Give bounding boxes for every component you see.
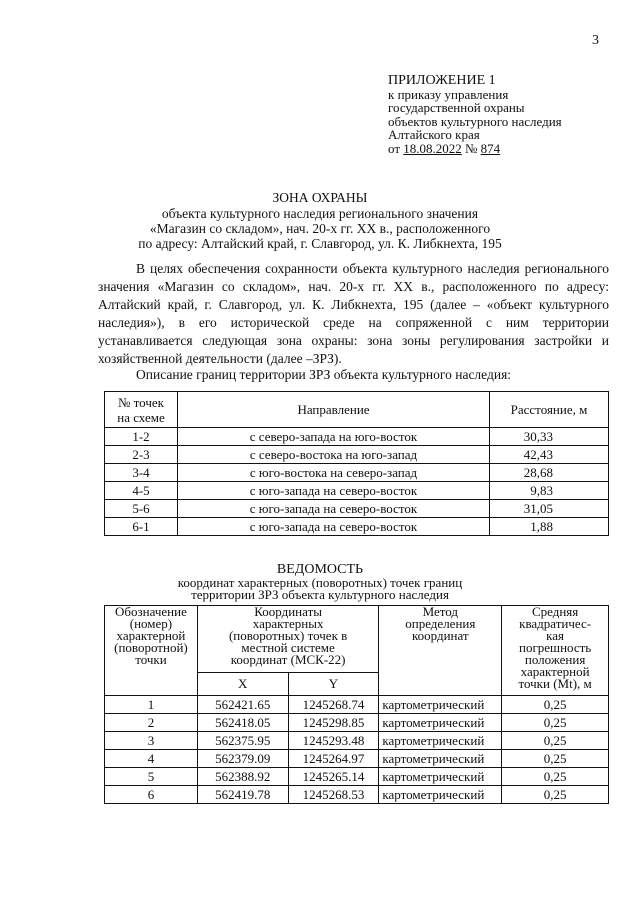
header-coordinates (197, 606, 379, 673)
point-number-cell: 2 (105, 714, 198, 732)
header-y: Y (288, 673, 379, 696)
statement-subtitle-line: координат характерных (поворотных) точек границ (177, 575, 463, 590)
distance-cell: 9,83 (490, 482, 609, 500)
points-cell: 5-6 (105, 500, 178, 518)
table-row (105, 696, 609, 714)
table-row (105, 482, 609, 500)
y-cell: 1245293.48 (288, 732, 379, 750)
header-line: Средняя (531, 604, 579, 619)
header-designation (105, 606, 198, 696)
number-sign: № (465, 140, 478, 156)
x-cell: 562421.65 (197, 696, 288, 714)
coordinates-table (104, 605, 609, 804)
header-line: характерной (116, 628, 186, 643)
header-line: координат (411, 628, 469, 643)
distance-cell: 28,68 (490, 464, 609, 482)
method-cell: картометрический (379, 768, 502, 786)
method-cell: картометрический (379, 750, 502, 768)
zone-title: ЗОНА ОХРАНЫ (272, 190, 368, 205)
header-line: координат (МСК-22) (230, 652, 346, 667)
header-line: местной системе (241, 640, 335, 655)
points-cell: 6-1 (105, 518, 178, 536)
header-line: точки (Mt), м (518, 676, 592, 691)
order-date: 18.08.2022 (403, 140, 462, 156)
table-row (105, 446, 609, 464)
mt-cell: 0,25 (502, 750, 609, 768)
table-row (105, 714, 609, 732)
y-cell: 1245268.53 (288, 786, 379, 804)
statement-subtitle (0, 577, 640, 601)
appendix-title: ПРИЛОЖЕНИЕ 1 (388, 73, 496, 88)
header-direction: Направление (178, 392, 490, 428)
point-number-cell: 5 (105, 768, 198, 786)
x-cell: 562418.05 (197, 714, 288, 732)
appendix-block (388, 74, 562, 155)
distance-cell: 31,05 (490, 500, 609, 518)
header-error (502, 606, 609, 696)
direction-cell: с северо-запада на юго-восток (178, 428, 490, 446)
direction-cell: с юго-запада на северо-восток (178, 518, 490, 536)
x-cell: 562388.92 (197, 768, 288, 786)
y-cell: 1245265.14 (288, 768, 379, 786)
appendix-line: Алтайского края (388, 127, 480, 142)
mt-cell: 0,25 (502, 768, 609, 786)
statement-subtitle-line: территории ЗРЗ объекта культурного наследия (191, 587, 449, 602)
direction-cell: с юго-запада на северо-восток (178, 500, 490, 518)
method-cell: картометрический (379, 732, 502, 750)
points-cell: 1-2 (105, 428, 178, 446)
points-cell: 2-3 (105, 446, 178, 464)
table-row (105, 428, 609, 446)
header-line: Обозначение (115, 604, 187, 619)
header-line: характерной (520, 664, 590, 679)
appendix-date-line (388, 142, 562, 156)
order-number: 874 (480, 140, 501, 156)
page-number: 3 (592, 33, 599, 48)
mt-cell: 0,25 (502, 714, 609, 732)
header-line: определения (405, 616, 476, 631)
header-points-line: № точек (118, 394, 164, 410)
y-cell: 1245268.74 (288, 696, 379, 714)
appendix-line: объектов культурного наследия (388, 113, 562, 129)
zone-subtitle-line: объекта культурного наследия регионального значения (161, 206, 479, 221)
header-line: Метод (422, 604, 459, 619)
header-line: погрешность (519, 640, 592, 655)
mt-cell: 0,25 (502, 786, 609, 804)
point-number-cell: 6 (105, 786, 198, 804)
direction-cell: с северо-востока на юго-запад (178, 446, 490, 464)
y-cell: 1245264.97 (288, 750, 379, 768)
header-line: точки (135, 652, 167, 667)
header-method (379, 606, 502, 696)
borders-table (104, 391, 609, 536)
x-cell: 562379.09 (197, 750, 288, 768)
mt-cell: 0,25 (502, 696, 609, 714)
header-points-line: на схеме (117, 409, 165, 425)
table-row (105, 500, 609, 518)
point-number-cell: 4 (105, 750, 198, 768)
distance-cell: 30,33 (490, 428, 609, 446)
points-cell: 3-4 (105, 464, 178, 482)
point-number-cell: 1 (105, 696, 198, 714)
header-x: X (197, 673, 288, 696)
header-line: (номер) (129, 616, 173, 631)
header-line: положения (524, 652, 586, 667)
method-cell: картометрический (379, 714, 502, 732)
header-distance: Расстояние, м (490, 392, 609, 428)
table-row (105, 768, 609, 786)
point-number-cell: 3 (105, 732, 198, 750)
body-paragraph: В целях обеспечения сохранности объекта культурного наследия регионального значения «Магазин со складом», нач. 20-х гг. XX в., расположенного по адресу: Алтайский край, г. Славгород, ул. К. Либкнехта, 195 (далее – «объект культурного наследия»), в его исторической среде на сопряженной с ним территории устанавливается следующая зона охраны: зона зоны регулирования застройки и хозяйственной деятельности (далее –ЗРЗ). (98, 261, 609, 366)
table-row (105, 786, 609, 804)
borders-caption: Описание границ территории ЗРЗ объекта культурного наследия: (136, 367, 512, 382)
distance-cell: 1,88 (490, 518, 609, 536)
direction-cell: с юго-востока на северо-запад (178, 464, 490, 482)
header-line: (поворотной) (114, 640, 188, 655)
header-points (105, 392, 178, 428)
distance-cell: 42,43 (490, 446, 609, 464)
header-line: квадратичес- (519, 616, 592, 631)
method-cell: картометрический (379, 786, 502, 804)
y-cell: 1245298.85 (288, 714, 379, 732)
appendix-line: к приказу управления (388, 86, 509, 102)
header-line: (поворотных) точек в (228, 628, 348, 643)
direction-cell: с юго-запада на северо-восток (178, 482, 490, 500)
appendix-line: государственной охраны (388, 100, 525, 115)
zone-subtitle-line: «Магазин со складом», нач. 20-х гг. XX в., расположенного (149, 221, 491, 236)
method-cell: картометрический (379, 696, 502, 714)
date-prefix: от (388, 140, 401, 156)
header-line: характерных (252, 616, 324, 631)
header-line: кая (546, 628, 565, 643)
points-cell: 4-5 (105, 482, 178, 500)
table-row (105, 464, 609, 482)
table-header-row (105, 606, 609, 673)
statement-title: ВЕДОМОСТЬ (276, 562, 364, 577)
table-row (105, 732, 609, 750)
table-row (105, 750, 609, 768)
x-cell: 562375.95 (197, 732, 288, 750)
mt-cell: 0,25 (502, 732, 609, 750)
zone-subtitle (0, 206, 640, 251)
zone-subtitle-line: по адресу: Алтайский край, г. Славгород, ул. К. Либкнехта, 195 (138, 236, 502, 251)
table-header-row (105, 392, 609, 428)
header-line: Координаты (254, 604, 322, 619)
x-cell: 562419.78 (197, 786, 288, 804)
table-row (105, 518, 609, 536)
